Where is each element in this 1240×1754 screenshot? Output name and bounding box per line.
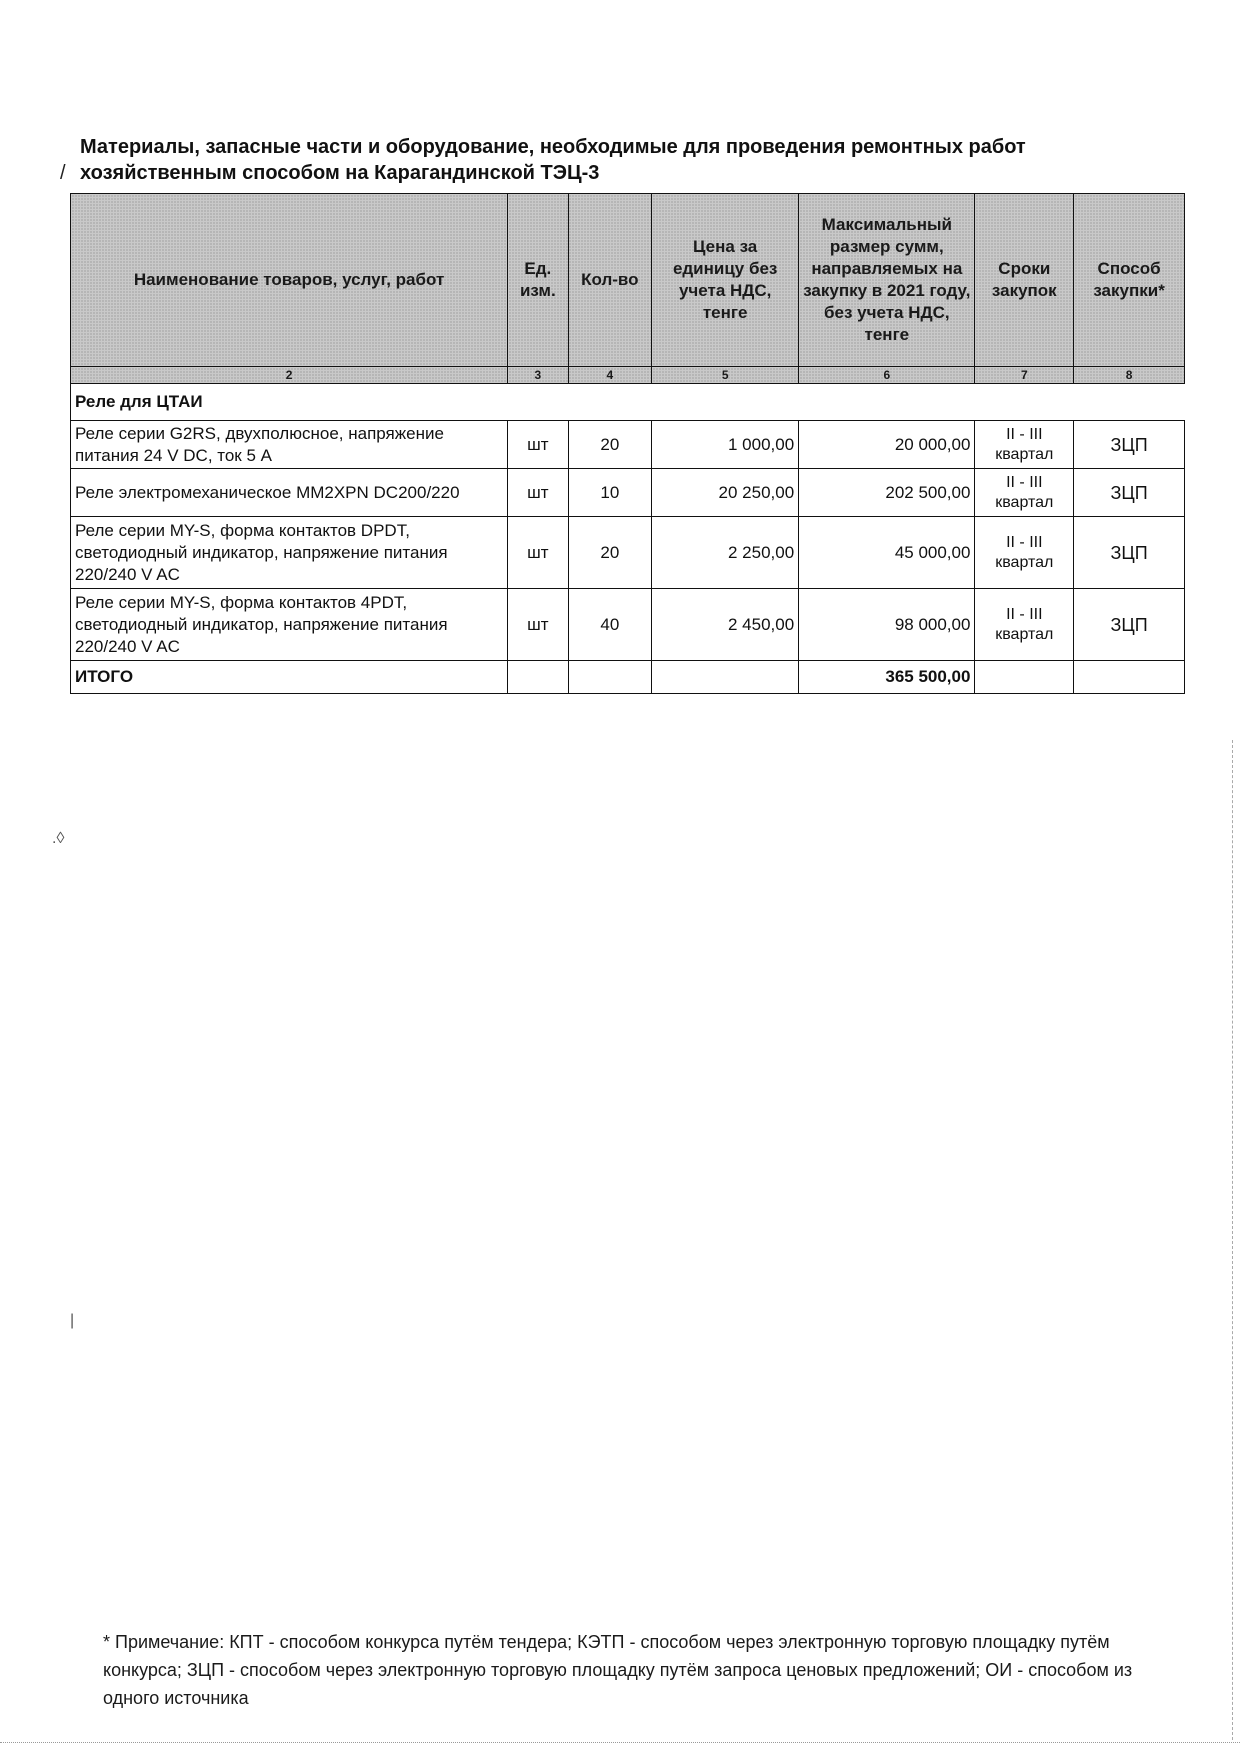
column-number: 6 [799, 367, 975, 384]
header-amount: Максимальный размер сумм, направляемых на закупку в 2021 году, без учета НДС, тенге [799, 194, 975, 367]
term-quarters: II - III [1006, 473, 1043, 491]
procurement-table [70, 193, 1185, 694]
item-price: 1 000,00 [652, 421, 799, 469]
title-line-1: Материалы, запасные части и оборудование, необходимые для проведения ремонтных работ [80, 136, 1026, 158]
item-method: ЗЦП [1074, 517, 1185, 589]
empty-cell [1074, 661, 1185, 694]
term-quarters: II - III [1006, 605, 1043, 623]
term-quarters: II - III [1006, 533, 1043, 551]
item-price: 2 250,00 [652, 517, 799, 589]
item-term [975, 469, 1074, 517]
total-row [71, 661, 1185, 694]
item-name: Реле серии MY-S, форма контактов 4PDT, светодиодный индикатор, напряжение питания 220/240 V AC [71, 589, 508, 661]
scan-mark: / [60, 162, 66, 184]
item-amount: 45 000,00 [799, 517, 975, 589]
scan-mark: | [70, 1312, 75, 1329]
scan-mark: .◊ [52, 830, 65, 847]
column-number: 2 [71, 367, 508, 384]
item-price: 2 450,00 [652, 589, 799, 661]
item-price: 20 250,00 [652, 469, 799, 517]
document-title [80, 134, 1120, 186]
term-label: квартал [995, 553, 1054, 571]
empty-cell [652, 661, 799, 694]
item-method: ЗЦП [1074, 421, 1185, 469]
column-number: 3 [508, 367, 568, 384]
item-name: Реле серии MY-S, форма контактов DPDT, светодиодный индикатор, напряжение питания 220/240 V AC [71, 517, 508, 589]
item-amount: 20 000,00 [799, 421, 975, 469]
empty-cell [975, 661, 1074, 694]
item-name: Реле электромеханическое MM2XPN DC200/220 [71, 469, 508, 517]
item-unit: шт [508, 517, 568, 589]
section-title: Реле для ЦТАИ [71, 384, 1185, 421]
item-term [975, 517, 1074, 589]
table-row [71, 469, 1185, 517]
item-method: ЗЦП [1074, 469, 1185, 517]
item-qty: 10 [568, 469, 652, 517]
footnote: * Примечание: КПТ - способом конкурса путём тендера; КЭТП - способом через электронную торговую площадку путём конкурса; ЗЦП - способом через электронную торговую площадку путём запроса ценовых предложений; ОИ - способом из одного источника [103, 1632, 1133, 1708]
term-label: квартал [995, 445, 1054, 463]
item-method: ЗЦП [1074, 589, 1185, 661]
header-method: Способ закупки* [1074, 194, 1185, 367]
table-row [71, 517, 1185, 589]
column-number: 8 [1074, 367, 1185, 384]
empty-cell [568, 661, 652, 694]
item-term [975, 589, 1074, 661]
table-row [71, 589, 1185, 661]
item-unit: шт [508, 469, 568, 517]
total-amount: 365 500,00 [799, 661, 975, 694]
column-number: 4 [568, 367, 652, 384]
section-row [71, 384, 1185, 421]
scan-edge [1232, 740, 1233, 1740]
item-term [975, 421, 1074, 469]
total-label: ИТОГО [71, 661, 508, 694]
term-label: квартал [995, 493, 1054, 511]
empty-cell [508, 661, 568, 694]
item-unit: шт [508, 421, 568, 469]
scan-edge [0, 1742, 1240, 1743]
header-qty: Кол-во [568, 194, 652, 367]
table-row [71, 421, 1185, 469]
header-name: Наименование товаров, услуг, работ [71, 194, 508, 367]
term-label: квартал [995, 625, 1054, 643]
item-qty: 40 [568, 589, 652, 661]
title-line-2: хозяйственным способом на Карагандинской ТЭЦ-3 [80, 162, 600, 184]
column-number: 7 [975, 367, 1074, 384]
header-unit: Ед. изм. [508, 194, 568, 367]
item-qty: 20 [568, 421, 652, 469]
column-number: 5 [652, 367, 799, 384]
header-term: Сроки закупок [975, 194, 1074, 367]
item-name: Реле серии G2RS, двухполюсное, напряжение питания 24 V DC, ток 5 А [71, 421, 508, 469]
item-qty: 20 [568, 517, 652, 589]
term-quarters: II - III [1006, 425, 1043, 443]
item-amount: 202 500,00 [799, 469, 975, 517]
item-amount: 98 000,00 [799, 589, 975, 661]
header-row [71, 194, 1185, 367]
item-unit: шт [508, 589, 568, 661]
header-price: Цена за единицу без учета НДС, тенге [652, 194, 799, 367]
column-number-row [71, 367, 1185, 384]
